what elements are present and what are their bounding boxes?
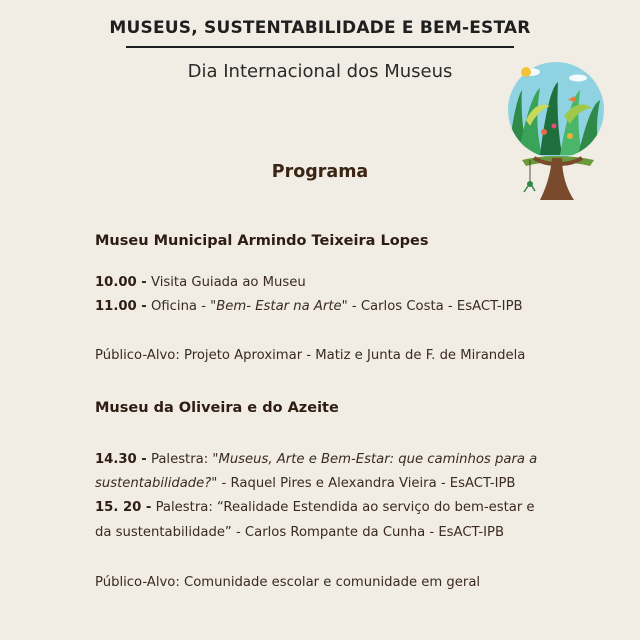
tree-globe-illustration xyxy=(500,60,612,208)
header-divider xyxy=(126,46,514,48)
venue-1-name: Museu Municipal Armindo Teixeira Lopes xyxy=(95,233,429,249)
event-2-1-line-b xyxy=(95,476,515,491)
event-2-2-line-b: da sustentabilidade” - Carlos Rompante da Cunha - EsACT-IPB xyxy=(95,525,505,540)
program-title: Programa xyxy=(271,162,369,182)
event-2-1-line-a xyxy=(95,452,537,467)
event-title: Bem- Estar na Arte xyxy=(216,299,342,314)
event-time: 11.00 - xyxy=(95,299,147,314)
event-1-2 xyxy=(95,299,523,314)
event-text: Visita Guiada ao Museu xyxy=(146,275,306,290)
event-speaker: - Raquel Pires e Alexandra Vieira - EsACT-IPB xyxy=(217,476,516,491)
event-title: "Museus, Arte e Bem-Estar: que caminhos para a xyxy=(212,452,538,467)
event-speaker: " - Carlos Costa - EsACT-IPB xyxy=(341,299,523,314)
event-1-1 xyxy=(95,275,306,290)
event-time: 15. 20 - xyxy=(95,500,152,515)
event-text: Palestra: “Realidade Estendida ao serviço do bem-estar e xyxy=(151,500,535,515)
venue-2-audience: Público-Alvo: Comunidade escolar e comunidade em geral xyxy=(95,575,481,590)
event-text: Palestra: xyxy=(146,452,213,467)
event-time: 14.30 - xyxy=(95,452,147,467)
event-2-2-line-a xyxy=(95,500,535,515)
event-title: sustentabilidade?" xyxy=(95,476,218,491)
event-time: 10.00 - xyxy=(95,275,147,290)
event-text: Oficina - " xyxy=(146,299,217,314)
venue-2-name: Museu da Oliveira e do Azeite xyxy=(95,400,339,416)
venue-1-audience: Público-Alvo: Projeto Aproximar - Matiz e Junta de F. de Mirandela xyxy=(95,348,526,363)
header-subtitle: Dia Internacional dos Museus xyxy=(187,61,453,82)
header-title: MUSEUS, SUSTENTABILIDADE E BEM-ESTAR xyxy=(109,18,531,38)
